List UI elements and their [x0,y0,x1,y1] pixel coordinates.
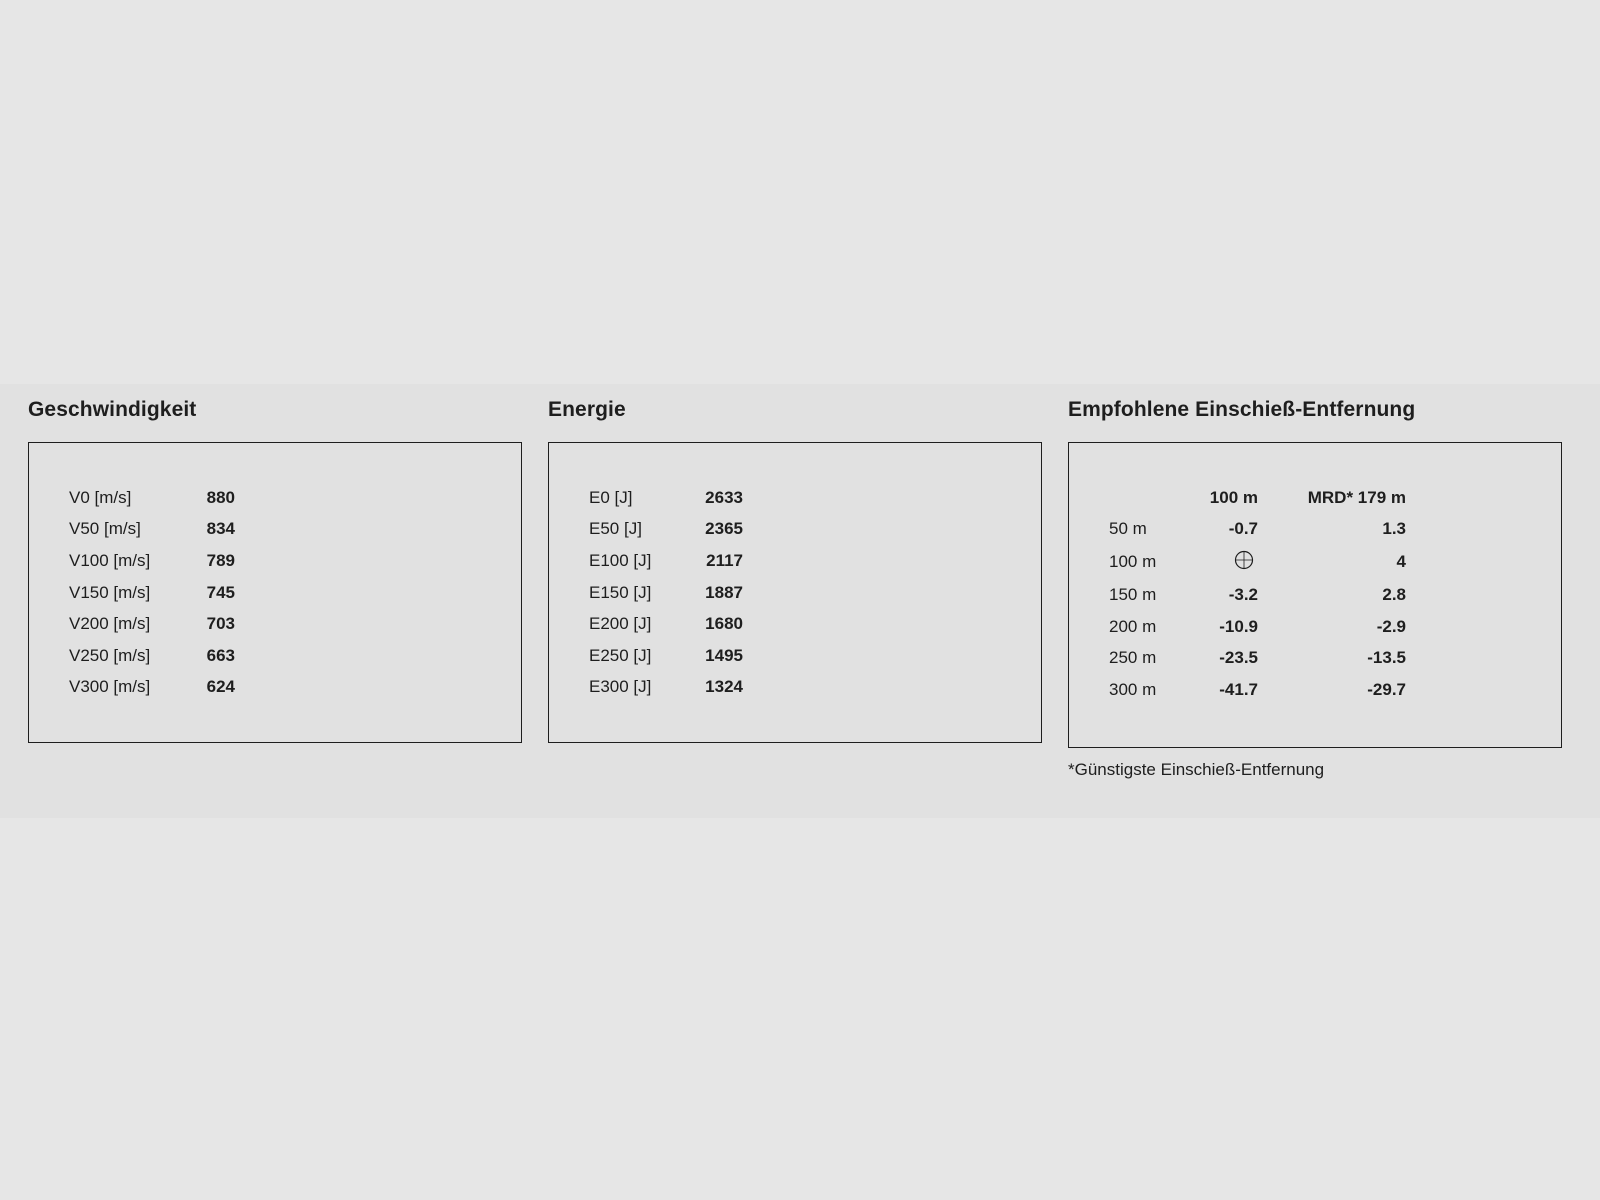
range-cell: 200 m [1109,616,1157,636]
range-cell: 50 m [1109,519,1147,539]
energy-table [589,482,743,703]
value-100m: -3.2 [1228,584,1258,604]
energy-title: Energie [548,398,626,421]
range-cell: 300 m [1109,679,1157,699]
value-mrd: -29.7 [1367,679,1406,699]
velocity-title: Geschwindigkeit [28,398,197,421]
row-value: 624 [206,677,235,697]
row-label: V250 [m/s] [69,645,151,665]
table-row [589,640,743,672]
row-value: 663 [206,645,235,665]
row-label: E100 [J] [589,550,652,570]
table-row [69,545,235,577]
row-label: V150 [m/s] [69,582,151,602]
table-row [1109,611,1406,643]
row-label: V200 [m/s] [69,614,151,634]
row-label: V0 [m/s] [69,487,132,507]
table-row [69,672,235,704]
column-header-100m: 100 m [1209,487,1258,507]
row-value: 2633 [705,487,743,507]
row-value: 2365 [705,519,743,539]
row-label: E250 [J] [589,645,652,665]
zero-point-cell [1202,545,1258,579]
table-row [589,514,743,546]
table-row [69,482,235,514]
energy-box [548,442,1042,743]
table-row [69,608,235,640]
value-mrd: -13.5 [1367,648,1406,668]
row-value: 1887 [705,582,743,602]
row-label: V100 [m/s] [69,550,151,570]
row-label: E50 [J] [589,519,642,539]
value-mrd: 2.8 [1382,584,1406,604]
row-value: 2117 [706,550,743,570]
zeroing-title: Empfohlene Einschieß-Entfernung [1068,398,1416,421]
row-label: E150 [J] [589,582,652,602]
table-row [589,545,743,577]
row-value: 1324 [705,677,743,697]
row-label: E0 [J] [589,487,633,507]
velocity-table [69,482,235,703]
velocity-box [28,442,522,743]
value-100m: -10.9 [1219,616,1258,636]
row-label: E300 [J] [589,677,652,697]
value-mrd: -2.9 [1376,616,1406,636]
table-row [1109,579,1406,611]
crosshair-icon [1234,550,1254,570]
table-row [69,514,235,546]
range-cell: 150 m [1109,584,1157,604]
footnote: *Günstigste Einschieß-Entfernung [1068,760,1325,779]
row-value: 745 [206,582,235,602]
table-row [1109,545,1406,579]
range-cell: 250 m [1109,648,1157,668]
table-row [1109,674,1406,706]
row-label: E200 [J] [589,614,652,634]
ballistics-panel [0,384,1600,818]
table-row [589,482,743,514]
range-cell: 100 m [1109,552,1157,572]
table-row [1109,642,1406,674]
row-value: 703 [206,614,235,634]
table-row [589,608,743,640]
column-header-range [1109,482,1202,514]
row-label: V50 [m/s] [69,519,141,539]
row-value: 1495 [705,645,743,665]
zeroing-box [1068,442,1562,748]
value-100m: -0.7 [1228,519,1258,539]
column-header-mrd: MRD* 179 m [1307,487,1406,507]
table-row [69,640,235,672]
value-100m: -41.7 [1219,679,1258,699]
value-mrd: 1.3 [1382,519,1406,539]
table-header-row [1109,482,1406,514]
value-100m: -23.5 [1219,648,1258,668]
trajectory-table [1109,482,1406,706]
row-value: 789 [206,550,235,570]
row-label: V300 [m/s] [69,677,151,697]
row-value: 1680 [705,614,743,634]
table-row [69,577,235,609]
table-row [589,672,743,704]
row-value: 880 [206,487,235,507]
table-row [1109,514,1406,546]
table-row [589,577,743,609]
value-mrd: 4 [1396,552,1406,572]
row-value: 834 [206,519,235,539]
